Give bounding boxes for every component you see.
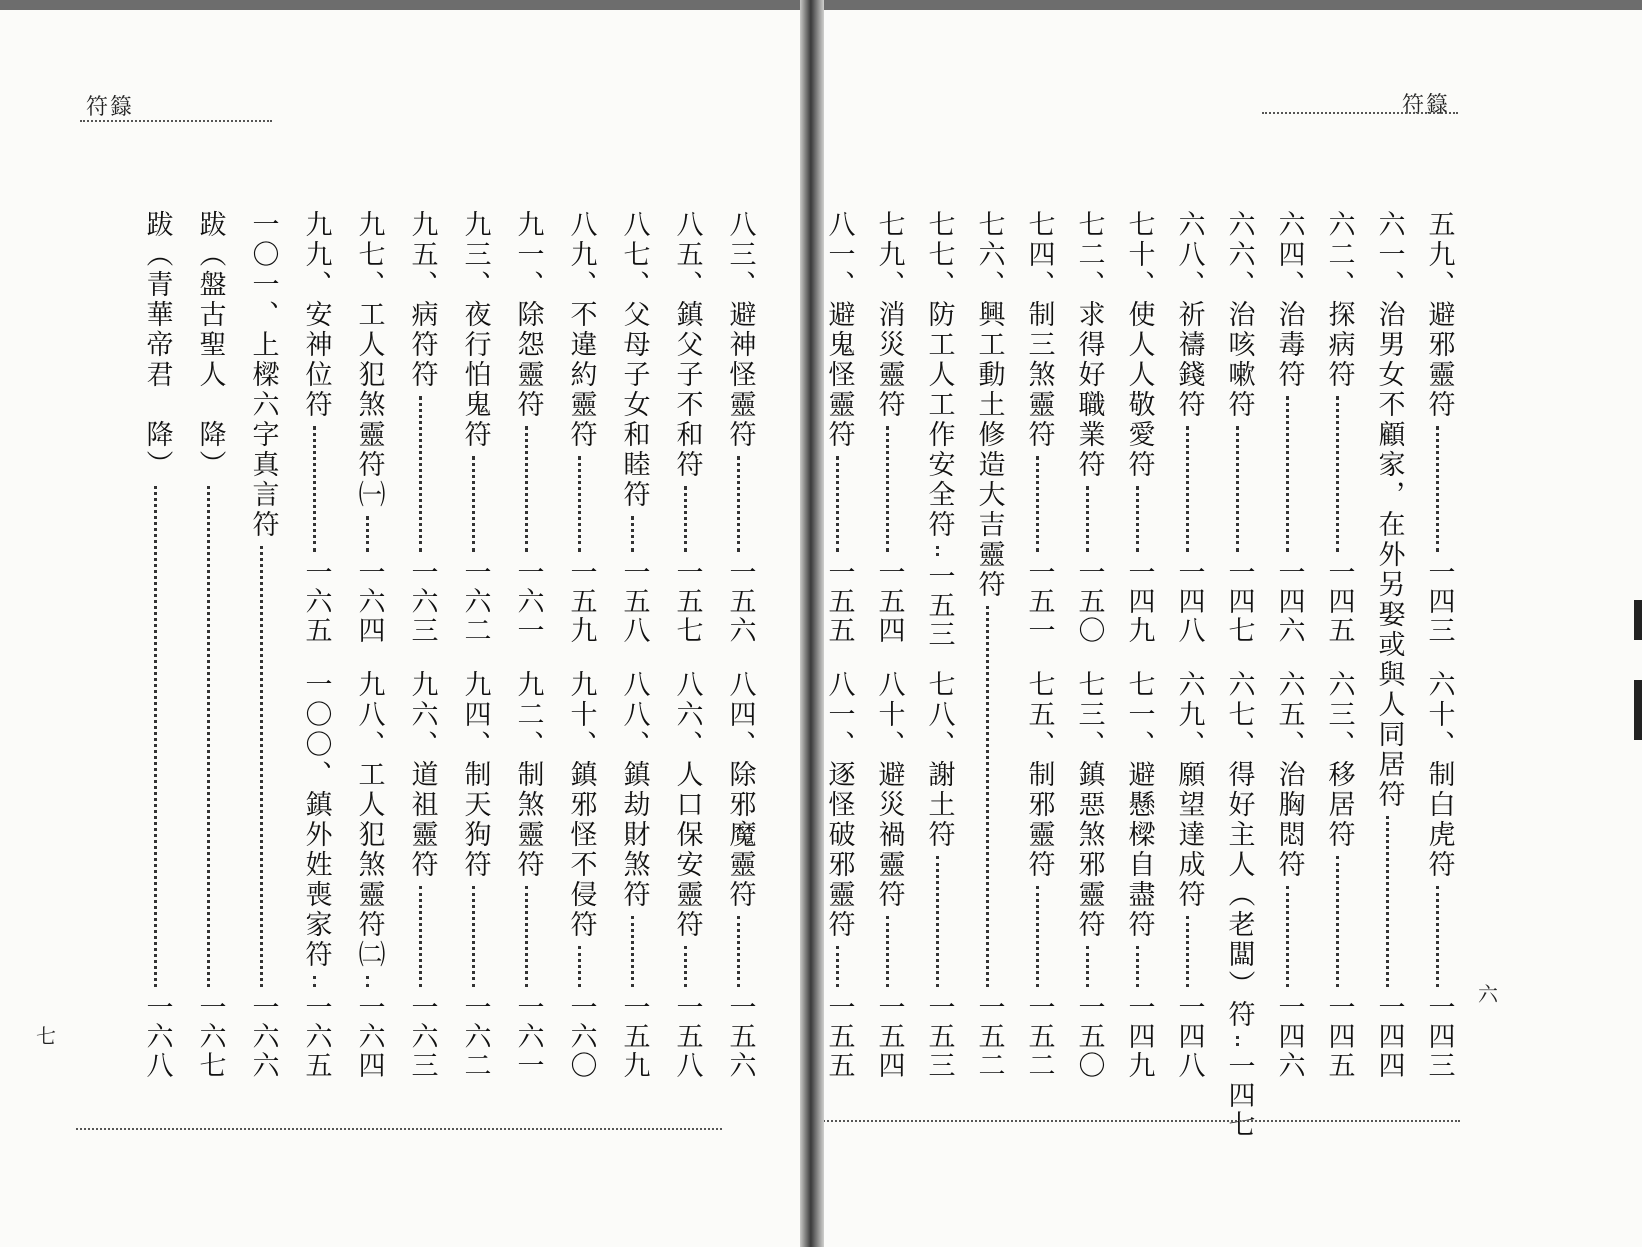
toc-leader-dots	[1136, 946, 1141, 987]
toc-entry[interactable]	[183, 210, 236, 1080]
toc-column	[183, 210, 236, 1080]
scan-edge-mark	[1634, 680, 1642, 740]
footer-rule	[76, 1128, 722, 1130]
toc-entry-title: 七一、避懸樑自盡符	[1123, 670, 1155, 940]
toc-entry-page: 一五六	[724, 558, 756, 645]
toc-entry-title: 八五、鎮父子不和符	[671, 210, 703, 480]
header-rule	[80, 120, 272, 122]
toc-entry-title: 九九、安神位符	[300, 210, 332, 420]
toc-entry-title: 八十、避災禍靈符	[873, 670, 905, 910]
toc-column	[607, 210, 660, 1080]
toc-leader-dots	[313, 976, 318, 987]
toc-entry-page: 一六二	[459, 993, 491, 1080]
toc-entry-page: 一六五	[300, 558, 332, 645]
toc-leader-dots	[1436, 426, 1441, 552]
header-rule	[1262, 112, 1458, 114]
toc-leader-dots	[1186, 916, 1191, 987]
toc-entry-title: 九十、鎮邪怪不侵符	[565, 670, 597, 940]
toc-column	[342, 210, 395, 1080]
right-page	[812, 10, 1642, 1247]
toc-entry-title: 六一、治男女不顧家，在外另娶或與人同居符	[1373, 210, 1405, 810]
toc-entry-page: 一四八	[1173, 558, 1205, 645]
toc-entry-page: 一四九	[1123, 993, 1155, 1080]
toc-column	[1262, 210, 1312, 1080]
book-gutter	[800, 0, 824, 1247]
toc-leader-dots	[419, 396, 424, 552]
toc-leader-dots	[836, 456, 841, 552]
toc-entry-page: 一六〇	[565, 993, 597, 1080]
toc-entry-page: 一四五	[1323, 993, 1355, 1080]
toc-leader-dots	[578, 456, 583, 552]
toc-entry-title: 五九、避邪靈符	[1423, 210, 1455, 420]
toc-entry[interactable]	[1262, 210, 1315, 645]
toc-entry-title: 六三、移居符	[1323, 670, 1355, 850]
toc-leader-dots	[419, 886, 424, 987]
toc-leader-dots	[472, 886, 477, 987]
toc-entry-title: 八一、避鬼怪靈符	[823, 210, 855, 450]
toc-columns	[130, 210, 766, 1080]
toc-entry-title: 跋（青華帝君 降）	[141, 210, 173, 480]
toc-entry-title: 八八、鎮劫財煞符	[618, 670, 650, 910]
toc-entry[interactable]	[607, 670, 660, 1080]
toc-entry-page: 一五三	[923, 562, 955, 649]
toc-leader-dots	[1136, 486, 1141, 552]
toc-entry-title: 九二、制煞靈符	[512, 670, 544, 880]
toc-entry[interactable]	[962, 210, 1015, 1080]
toc-entry[interactable]	[862, 210, 915, 645]
toc-entry-title: 七十、使人人敬愛符	[1123, 210, 1155, 480]
toc-leader-dots	[836, 946, 841, 987]
toc-entry[interactable]	[395, 210, 448, 645]
toc-entry-title: 八九、不違約靈符	[565, 210, 597, 450]
footer-rule	[812, 1120, 1460, 1122]
toc-entry-title: 七五、制邪靈符	[1023, 670, 1055, 880]
toc-entry-page: 一六二	[459, 558, 491, 645]
toc-leader-dots	[525, 886, 530, 987]
toc-entry-title: 七六、興工動土修造大吉靈符	[973, 210, 1005, 600]
toc-entry-page: 一六三	[406, 993, 438, 1080]
toc-entry-page: 一四八	[1173, 993, 1205, 1080]
toc-entry-page: 一五九	[565, 558, 597, 645]
toc-entry[interactable]	[660, 210, 713, 645]
toc-entry[interactable]	[1012, 670, 1065, 1080]
scan-edge-mark	[1634, 600, 1642, 640]
toc-entry-title: 九八、工人犯煞靈符㈡	[353, 670, 385, 970]
toc-column	[1312, 210, 1362, 1080]
toc-entry-title: 九三、夜行怕鬼符	[459, 210, 491, 450]
toc-leader-dots	[154, 486, 159, 987]
toc-leader-dots	[472, 456, 477, 552]
toc-entry[interactable]	[1062, 210, 1115, 645]
toc-entry-page: 一六一	[512, 558, 544, 645]
toc-entry-page: 一六三	[406, 558, 438, 645]
toc-entry-page: 一五〇	[1073, 558, 1105, 645]
toc-entry-title: 九四、制天狗符	[459, 670, 491, 880]
toc-leader-dots	[1236, 1036, 1241, 1046]
toc-leader-dots	[986, 606, 991, 987]
toc-entry-title: 六七、得好主人（老闆）符	[1223, 670, 1255, 1030]
toc-entry-page: 一五六	[724, 993, 756, 1080]
toc-column	[236, 210, 289, 1080]
toc-leader-dots	[578, 946, 583, 987]
toc-entry[interactable]	[448, 210, 501, 645]
toc-leader-dots	[1386, 816, 1391, 987]
toc-column	[1012, 210, 1062, 1080]
toc-entry[interactable]	[1062, 670, 1115, 1080]
toc-entry-title: 六九、願望達成符	[1173, 670, 1205, 910]
toc-entry[interactable]	[1012, 210, 1065, 645]
toc-entry[interactable]	[607, 210, 660, 645]
toc-entry-title: 九五、病符符	[406, 210, 438, 390]
toc-leader-dots	[1286, 886, 1291, 987]
toc-entry-page: 一四九	[1123, 558, 1155, 645]
toc-entry-page: 一四四	[1373, 993, 1405, 1080]
toc-entry-title: 一〇一、上樑六字真言符	[247, 210, 279, 540]
toc-entry-title: 八一、逐怪破邪靈符	[823, 670, 855, 940]
toc-entry-page: 一五九	[618, 993, 650, 1080]
toc-leader-dots	[366, 516, 371, 552]
toc-column	[660, 210, 713, 1080]
toc-entry-title: 七七、防工人工作安全符	[923, 210, 955, 540]
toc-leader-dots	[260, 546, 265, 987]
toc-leader-dots	[1336, 396, 1341, 552]
toc-entry[interactable]	[713, 670, 766, 1080]
toc-leader-dots	[1336, 856, 1341, 987]
toc-entry-page: 一四六	[1273, 558, 1305, 645]
toc-entry-title: 八三、避神怪靈符	[724, 210, 756, 450]
toc-entry[interactable]	[342, 210, 395, 645]
toc-entry-page: 一五七	[671, 558, 703, 645]
toc-column	[1062, 210, 1112, 1080]
toc-column	[130, 210, 183, 1080]
toc-entry[interactable]	[713, 210, 766, 645]
toc-column	[1362, 210, 1412, 1080]
toc-entry[interactable]	[1362, 210, 1415, 1080]
toc-entry[interactable]	[501, 210, 554, 645]
toc-leader-dots	[737, 916, 742, 987]
toc-entry[interactable]	[554, 210, 607, 645]
toc-entry-title: 八四、除邪魔靈符	[724, 670, 756, 910]
toc-entry-title: 六五、治胸悶符	[1273, 670, 1305, 880]
toc-entry[interactable]	[660, 670, 713, 1080]
toc-entry-title: 六十、制白虎符	[1423, 670, 1455, 880]
toc-entry-title: 六二、探病符	[1323, 210, 1355, 390]
toc-entry-title: 六八、祈禱錢符	[1173, 210, 1205, 420]
toc-entry[interactable]	[236, 210, 289, 1080]
toc-leader-dots	[631, 916, 636, 987]
toc-entry-page: 一六一	[512, 993, 544, 1080]
toc-leader-dots	[525, 426, 530, 552]
toc-entry-title: 九七、工人犯煞靈符㈠	[353, 210, 385, 510]
toc-entry-page: 一五〇	[1073, 993, 1105, 1080]
toc-entry-title: 七四、制三煞靈符	[1023, 210, 1055, 450]
toc-leader-dots	[936, 856, 941, 987]
toc-column	[1412, 210, 1462, 1080]
toc-columns	[812, 210, 1462, 1139]
toc-leader-dots	[684, 486, 689, 552]
toc-leader-dots	[366, 976, 371, 987]
toc-entry-page: 一四六	[1273, 993, 1305, 1080]
toc-leader-dots	[1086, 946, 1091, 987]
toc-leader-dots	[737, 456, 742, 552]
toc-entry-page: 一六七	[194, 993, 226, 1080]
toc-column	[289, 210, 342, 1080]
toc-entry[interactable]	[1312, 670, 1365, 1080]
toc-entry[interactable]	[1112, 670, 1165, 1080]
toc-entry[interactable]	[912, 210, 965, 649]
page-number: 七	[36, 1024, 56, 1048]
toc-column	[395, 210, 448, 1080]
toc-entry-title: 六六、治咳嗽符	[1223, 210, 1255, 420]
toc-entry-title: 六四、治毒符	[1273, 210, 1305, 390]
toc-entry-page: 一五四	[873, 993, 905, 1080]
toc-column	[912, 210, 962, 1080]
toc-entry[interactable]	[1112, 210, 1165, 645]
toc-column	[713, 210, 766, 1080]
toc-entry-page: 一五三	[923, 993, 955, 1080]
toc-entry-title: 七八、謝土符	[923, 670, 955, 850]
toc-column	[448, 210, 501, 1080]
toc-leader-dots	[684, 946, 689, 987]
toc-entry-title: 八七、父母子女和睦符	[618, 210, 650, 510]
toc-entry-page: 一四三	[1423, 558, 1455, 645]
toc-entry-page: 一五一	[1023, 558, 1055, 645]
toc-entry[interactable]	[1162, 670, 1215, 1080]
toc-column	[501, 210, 554, 1080]
toc-entry[interactable]	[912, 670, 965, 1080]
toc-entry-page: 一六八	[141, 993, 173, 1080]
toc-entry-title: 八六、人口保安靈符	[671, 670, 703, 940]
toc-leader-dots	[1236, 426, 1241, 552]
toc-leader-dots	[1286, 396, 1291, 552]
toc-entry-page: 一五五	[823, 558, 855, 645]
toc-leader-dots	[1036, 456, 1041, 552]
toc-leader-dots	[313, 426, 318, 552]
toc-leader-dots	[207, 486, 212, 987]
toc-entry[interactable]	[289, 210, 342, 645]
toc-entry[interactable]	[130, 210, 183, 1080]
toc-entry[interactable]	[1212, 210, 1265, 645]
toc-entry[interactable]	[448, 670, 501, 1080]
toc-entry[interactable]	[1212, 670, 1265, 1139]
toc-entry-page: 一四五	[1323, 558, 1355, 645]
toc-entry-page: 一四七	[1223, 1052, 1255, 1139]
toc-entry-title: 七三、鎮惡煞邪靈符	[1073, 670, 1105, 940]
toc-entry-page: 一五五	[823, 993, 855, 1080]
toc-entry[interactable]	[1412, 210, 1465, 645]
toc-leader-dots	[631, 516, 636, 552]
toc-entry-title: 九一、除怨靈符	[512, 210, 544, 420]
toc-entry[interactable]	[342, 670, 395, 1080]
toc-entry[interactable]	[395, 670, 448, 1080]
page-number: 六	[1478, 982, 1498, 1006]
toc-entry-page: 一四三	[1423, 993, 1455, 1080]
toc-leader-dots	[1436, 886, 1441, 987]
running-header: 符籙	[86, 95, 135, 120]
toc-column	[1112, 210, 1162, 1080]
toc-column	[1162, 210, 1212, 1080]
toc-leader-dots	[1086, 486, 1091, 552]
toc-entry[interactable]	[289, 670, 342, 1080]
toc-entry-title: 九六、道祖靈符	[406, 670, 438, 880]
toc-entry-title: 一〇〇、鎮外姓喪家符	[300, 670, 332, 970]
toc-leader-dots	[886, 426, 891, 552]
toc-column	[1212, 210, 1262, 1139]
toc-entry[interactable]	[554, 670, 607, 1080]
toc-entry-page: 一六四	[353, 993, 385, 1080]
toc-leader-dots	[1036, 886, 1041, 987]
toc-entry-page: 一五二	[973, 993, 1005, 1080]
toc-entry-title: 跋（盤古聖人 降）	[194, 210, 226, 480]
toc-leader-dots	[936, 546, 941, 556]
toc-entry-page: 一五八	[618, 558, 650, 645]
toc-column	[962, 210, 1012, 1080]
toc-entry[interactable]	[501, 670, 554, 1080]
toc-entry[interactable]	[1412, 670, 1465, 1080]
running-header: 符籙	[1402, 93, 1451, 118]
toc-entry-page: 一五四	[873, 558, 905, 645]
toc-entry[interactable]	[1262, 670, 1315, 1080]
toc-entry-title: 七二、求得好職業符	[1073, 210, 1105, 480]
toc-entry-page: 一六四	[353, 558, 385, 645]
toc-column	[862, 210, 912, 1080]
toc-entry-page: 一四七	[1223, 558, 1255, 645]
toc-entry-page: 一五二	[1023, 993, 1055, 1080]
toc-entry[interactable]	[1162, 210, 1215, 645]
toc-entry-page: 一六六	[247, 993, 279, 1080]
left-page	[0, 10, 810, 1247]
toc-leader-dots	[886, 916, 891, 987]
toc-leader-dots	[1186, 426, 1191, 552]
toc-column	[554, 210, 607, 1080]
toc-entry[interactable]	[1312, 210, 1365, 645]
toc-entry-page: 一六五	[300, 993, 332, 1080]
toc-entry-page: 一五八	[671, 993, 703, 1080]
toc-entry-title: 七九、消災靈符	[873, 210, 905, 420]
toc-entry[interactable]	[862, 670, 915, 1080]
